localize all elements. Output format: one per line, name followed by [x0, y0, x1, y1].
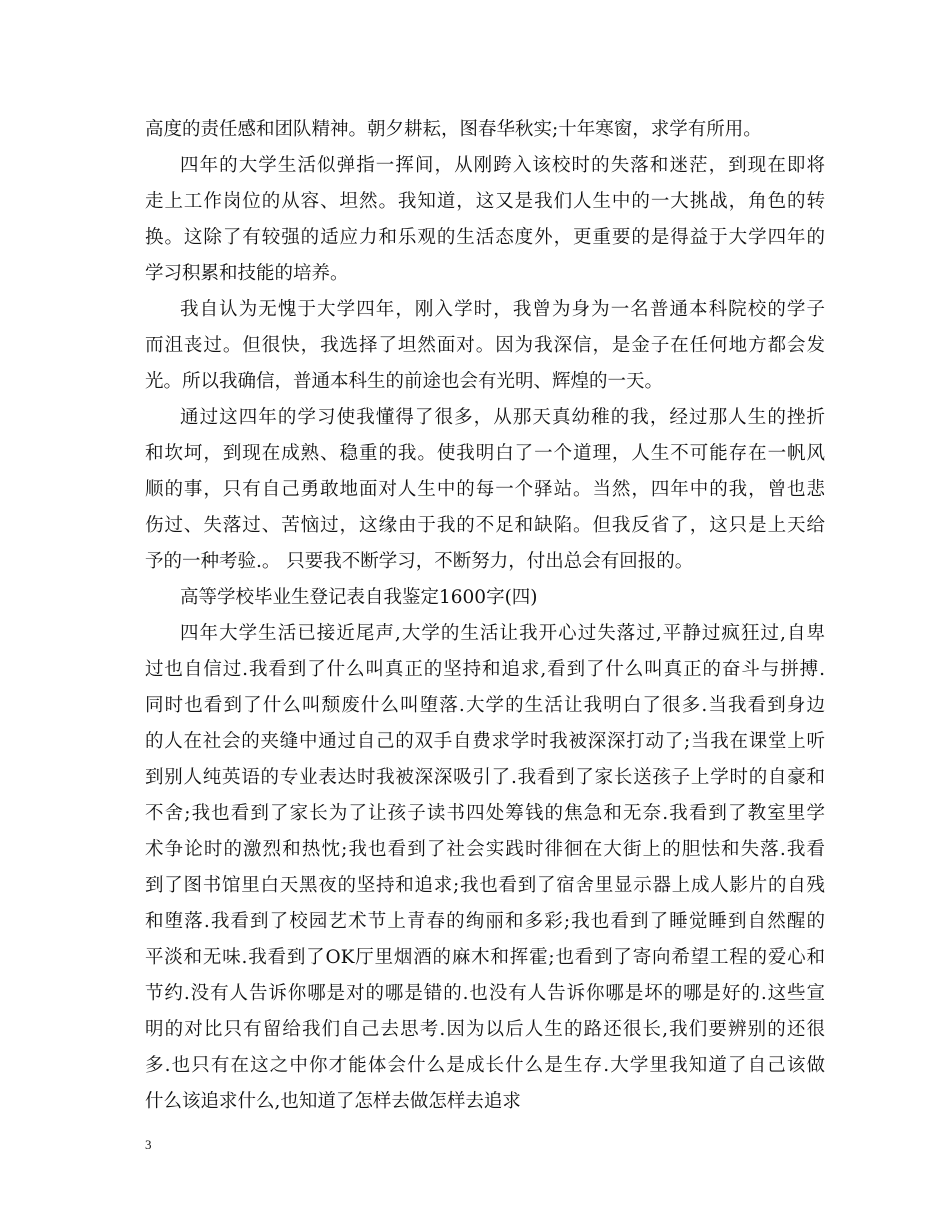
text-line: 走上工作岗位的从容、坦然。我知道，这又是我们人生中的一大挑战，角色的转: [145, 191, 825, 212]
text-line: 学习积累和技能的培养。: [145, 263, 349, 284]
text-line: 和坎坷，到现在成熟、稳重的我。使我明白了一个道理，人生不可能存在一帆风: [145, 443, 825, 464]
text-line: 换。这除了有较强的适应力和乐观的生活态度外，更重要的是得益于大学四年的: [145, 227, 825, 248]
text-line: 我自认为无愧于大学四年，刚入学时，我曾为身为一名普通本科院校的学子: [180, 299, 825, 320]
text-line: 同时也看到了什么叫颓废什么叫堕落.大学的生活让我明白了很多.当我看到身边: [145, 695, 825, 716]
text-line: 节约.没有人告诉你哪是对的哪是错的.也没有人告诉你哪是坏的哪是好的.这些宣: [145, 983, 825, 1004]
text-line: 予的一种考验.。 只要我不断学习，不断努力，付出总会有回报的。: [145, 551, 694, 572]
text-line: 伤过、失落过、苦恼过，这缘由于我的不足和缺陷。但我反省了，这只是上天给: [145, 515, 825, 536]
text-line: 到了图书馆里白天黑夜的坚持和追求;我也看到了宿舍里显示器上成人影片的自残: [145, 875, 825, 896]
text-line: 不舍;我也看到了家长为了让孩子读书四处筹钱的焦急和无奈.我看到了教室里学: [145, 803, 825, 824]
section-heading: 高等学校毕业生登记表自我鉴定1600字(四): [180, 587, 538, 608]
text-line: 过也自信过.我看到了什么叫真正的坚持和追求,看到了什么叫真正的奋斗与拼搏.: [145, 659, 825, 680]
text-line: 光。所以我确信，普通本科生的前途也会有光明、辉煌的一天。: [145, 371, 664, 392]
text-line: 什么该追求什么,也知道了怎样去做怎样去追求: [145, 1091, 521, 1112]
text-line: 的人在社会的夹缝中通过自己的双手自费求学时我被深深打动了;当我在课堂上听: [145, 731, 825, 752]
text-line: 四年的大学生活似弹指一挥间，从刚跨入该校时的失落和迷茫，到现在即将: [180, 155, 825, 176]
text-line: 明的对比只有留给我们自己去思考.因为以后人生的路还很长,我们要辨别的还很: [145, 1019, 825, 1040]
text-line: 而沮丧过。但很快，我选择了坦然面对。因为我深信，是金子在任何地方都会发: [145, 335, 825, 356]
text-line: 高度的责任感和团队精神。朝夕耕耘，图春华秋实;十年寒窗，求学有所用。: [145, 119, 762, 140]
text-line: 和堕落.我看到了校园艺术节上青春的绚丽和多彩;我也看到了睡觉睡到自然醒的: [145, 911, 825, 932]
text-line: 到别人纯英语的专业表达时我被深深吸引了.我看到了家长送孩子上学时的自豪和: [145, 767, 825, 788]
text-line: 四年大学生活已接近尾声,大学的生活让我开心过失落过,平静过疯狂过,自卑: [180, 623, 825, 644]
text-line: 通过这四年的学习使我懂得了很多，从那天真幼稚的我，经过那人生的挫折: [180, 407, 825, 428]
text-line: 术争论时的激烈和热忱;我也看到了社会实践时徘徊在大街上的胆怯和失落.我看: [145, 839, 825, 860]
text-line: 顺的事，只有自己勇敢地面对人生中的每一个驿站。当然，四年中的我，曾也悲: [145, 479, 825, 500]
text-line: 平淡和无味.我看到了OK厅里烟酒的麻木和挥霍;也看到了寄向希望工程的爱心和: [145, 947, 825, 968]
page-number: 3: [145, 1137, 152, 1152]
text-line: 多.也只有在这之中你才能体会什么是成长什么是生存.大学里我知道了自己该做: [145, 1055, 825, 1076]
